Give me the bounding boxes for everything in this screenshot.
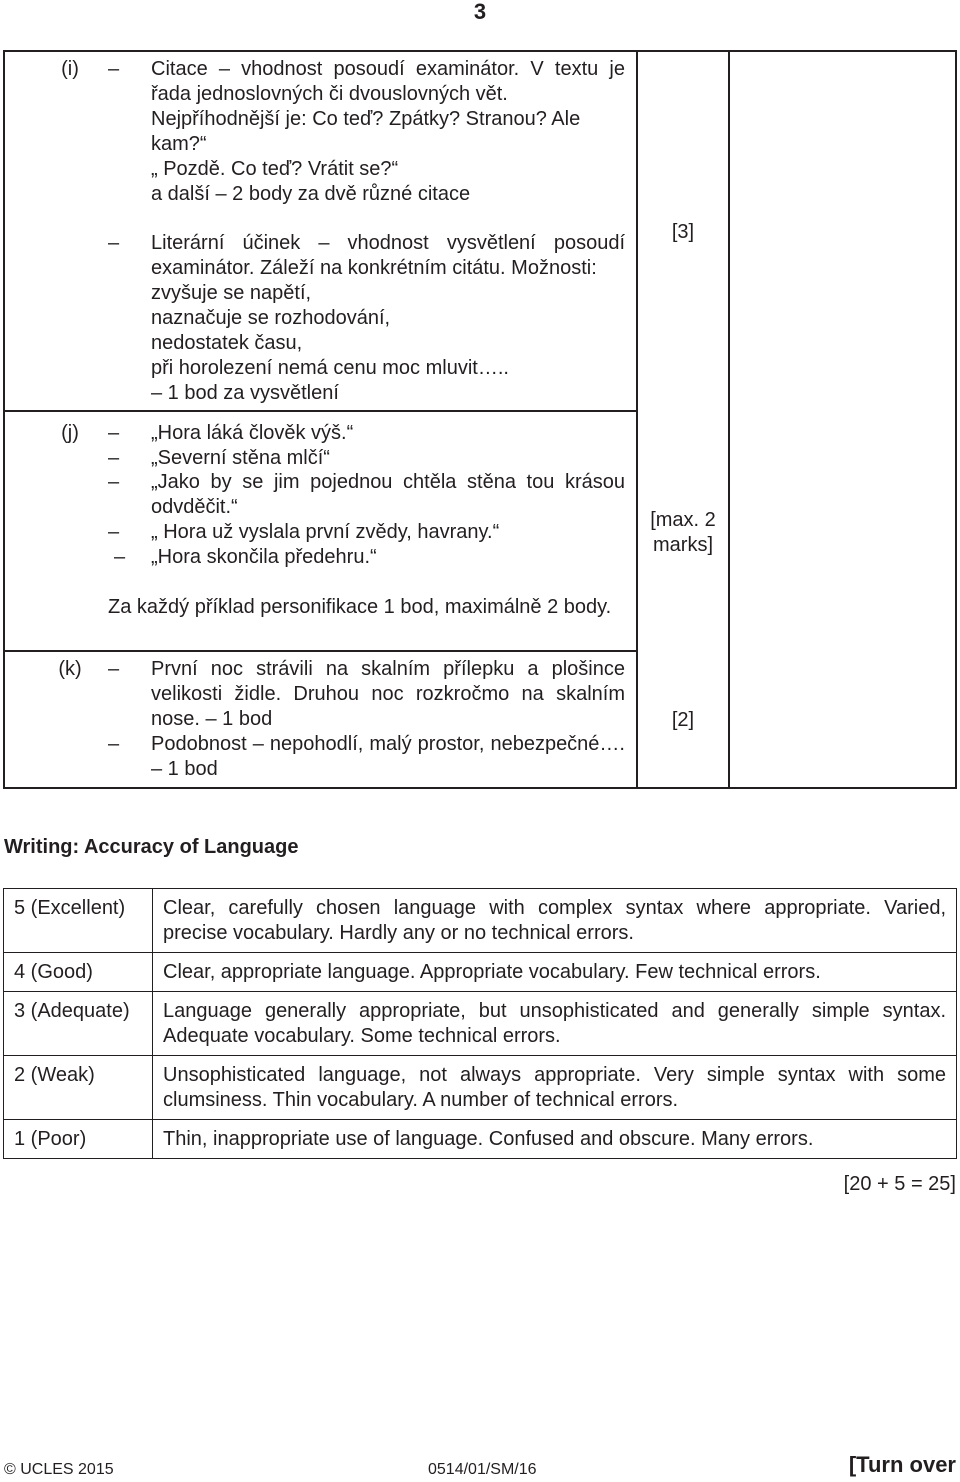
level-description: Unsophisticated language, not always appropriate. Very simple syntax with some clumsiness. Thin vocabulary. A number of technical errors. [153,1056,957,1120]
mark-i: [3] [671,221,695,243]
dash: – [114,546,126,568]
total-marks: [20 + 5 = 25] [843,1173,956,1195]
answer-text: Podobnost – nepohodlí, malý prostor, nebezpečné…. – 1 bod [151,733,625,780]
answer-text [151,57,625,207]
text-line: Literární účinek – vhodnost vysvětlení posoudí examinátor. Záleží na konkrétním citátu. Možnosti: [151,232,625,279]
footer-code: 0514/01/SM/16 [428,1461,537,1478]
text-line: naznačuje se rozhodování, [151,307,391,329]
dash: – [108,422,120,444]
level-label: 2 (Weak) [4,1056,153,1120]
level-label: 1 (Poor) [4,1120,153,1159]
question-label-i: (i) [61,58,79,80]
table-border-bottom [3,787,957,789]
level-label: 3 (Adequate) [4,992,153,1056]
page-number: 3 [473,0,487,24]
level-description: Thin, inappropriate use of language. Confused and obscure. Many errors. [153,1120,957,1159]
answer-item: „ Hora už vyslala první zvědy, havrany.“ [151,521,500,543]
level-description: Clear, carefully chosen language with complex syntax where appropriate. Varied, precise vocabulary. Hardly any or no technical errors. [153,889,957,953]
level-label: 4 (Good) [4,953,153,992]
accuracy-row [4,992,957,1056]
section-heading: Writing: Accuracy of Language [4,836,299,858]
answer-item: „Hora láká člověk výš.“ [151,422,354,444]
dash: – [108,471,120,493]
text-line: Nejpříhodnější je: Co teď? Zpátky? Stranou? Ale [151,108,581,130]
accuracy-row [4,953,957,992]
mark-k: [2] [671,709,695,731]
level-description: Language generally appropriate, but unsophisticated and generally simple syntax. Adequate vocabulary. Some technical errors. [153,992,957,1056]
text-line: „ Pozdě. Co teď? Vrátit se?“ [151,158,399,180]
text-line: a další – 2 body za dvě různé citace [151,183,471,205]
dash: – [108,658,120,680]
row-divider-i-j [3,410,637,412]
text-line: při horolezení nemá cenu moc mluvit….. [151,357,509,379]
footer-copyright: © UCLES 2015 [4,1461,114,1478]
question-label-j: (j) [61,422,79,444]
text-line: zvyšuje se napětí, [151,282,312,304]
dash: – [108,521,120,543]
accuracy-row [4,1056,957,1120]
answer-item: „Jako by se jim pojednou chtěla stěna tou krásou odvděčit.“ [151,471,625,518]
answer-text [151,231,625,406]
table-divider-mark [728,50,730,788]
text-line: – 1 bod za vysvětlení [151,382,339,404]
answer-note: Za každý příklad personifikace 1 bod, maximálně 2 body. [108,596,612,618]
table-border-top [3,50,957,52]
question-label-k: (k) [58,658,82,680]
turn-over: [Turn over [848,1452,956,1477]
answer-item: „Severní stěna mlčí“ [151,447,330,469]
table-divider-text [636,50,638,788]
row-divider-j-k [3,650,637,652]
answer-text: První noc strávili na skalním přílepku a plošince velikosti židle. Druhou noc rozkročmo na skalním nose. – 1 bod [151,658,625,730]
text-line: kam?“ [151,133,207,155]
answer-item: „Hora skončila předehru.“ [151,546,377,568]
table-border-left [3,50,5,788]
dash: – [108,447,120,469]
level-description: Clear, appropriate language. Appropriate vocabulary. Few technical errors. [153,953,957,992]
table-border-right [955,50,957,788]
text-line: nedostatek času, [151,332,303,354]
level-label: 5 (Excellent) [4,889,153,953]
text-line: Citace – vhodnost posoudí examinátor. V textu je řada jednoslovných či dvouslovných vět. [151,58,625,105]
accuracy-row [4,1120,957,1159]
dash: – [108,733,120,755]
accuracy-row [4,889,957,953]
accuracy-table [3,888,957,1159]
dash: – [108,58,120,80]
dash: – [108,232,120,254]
mark-j: [max. 2 marks] [650,509,716,556]
